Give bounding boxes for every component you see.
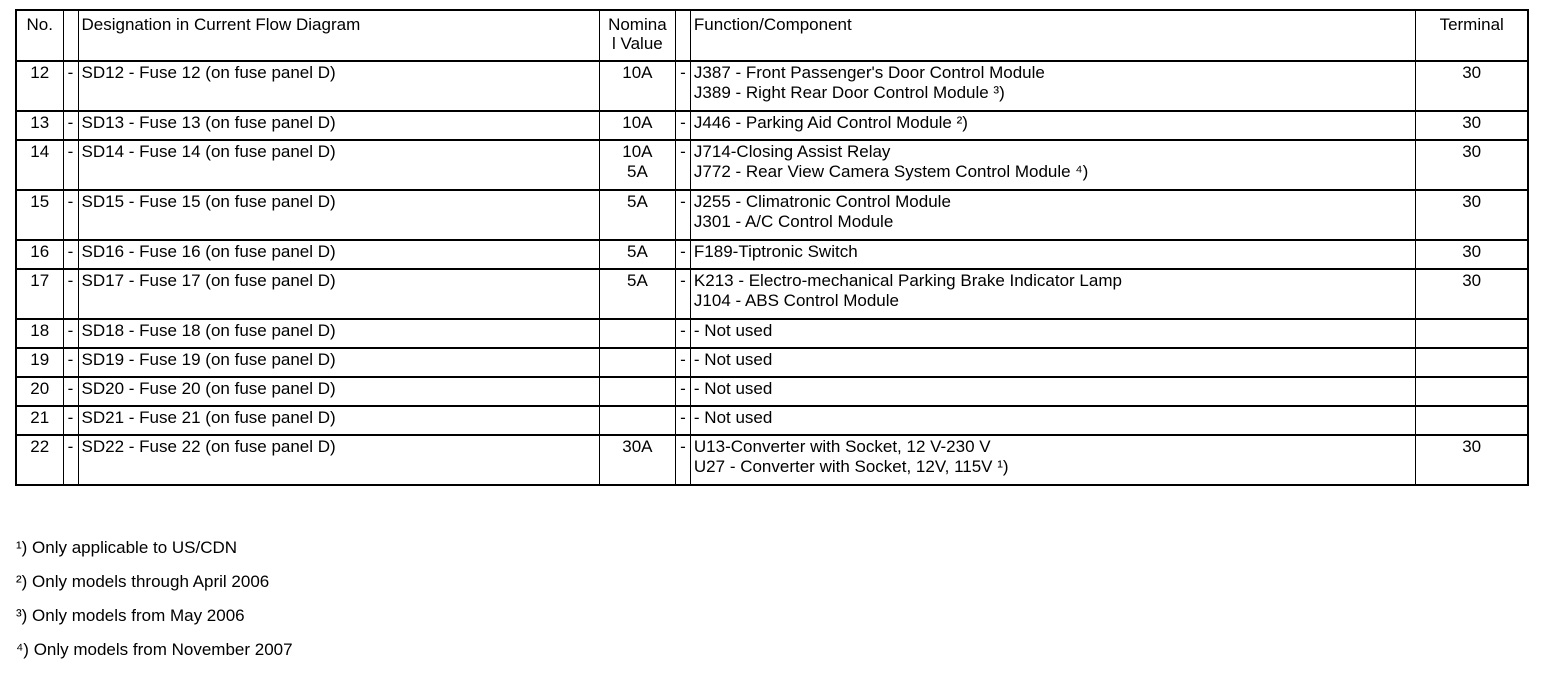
nominal-value [599,140,675,190]
nominal-value-line: 30A [622,437,653,456]
dash-cell [63,435,78,485]
footnote-2: ²) Only models through April 2006 [16,572,270,591]
nominal-value [599,406,675,435]
dash-cell [675,111,690,140]
header-nominal-value-line1: Nomina [608,15,667,34]
dash-mark: - [67,271,74,290]
dash-mark: - [67,192,74,211]
dash-mark: - [680,192,686,211]
fuse-designation: SD12 - Fuse 12 (on fuse panel D) [78,61,599,111]
function-line: J387 - Front Passenger's Door Control Module [693,63,1045,82]
dash-cell [675,61,690,111]
dash-cell [63,377,78,406]
dash-cell [63,111,78,140]
table-row [16,190,1528,240]
function-component [690,319,1415,348]
fuse-table [15,9,1529,486]
table-header [16,10,1528,61]
terminal: 30 [1416,111,1528,140]
table-row [16,61,1528,111]
nominal-value-line: 5A [626,192,648,211]
function-line: - Not used [693,321,773,340]
terminal: 30 [1416,240,1528,269]
function-line: J446 - Parking Aid Control Module ²) [693,113,968,132]
footnote-3: ³) Only models from May 2006 [16,606,245,625]
dash-cell [675,348,690,377]
dash-cell [63,269,78,319]
dash-cell [675,269,690,319]
nominal-value [599,111,675,140]
dash-mark: - [680,63,686,82]
function-component [690,348,1415,377]
footnote-4: ⁴) Only models from November 2007 [16,640,293,659]
table-body [16,61,1528,485]
nominal-value [599,435,675,485]
fuse-designation: SD17 - Fuse 17 (on fuse panel D) [78,269,599,319]
fuse-number: 15 [16,190,63,240]
function-line: J714-Closing Assist Relay [693,142,891,161]
dash-mark: - [67,113,74,132]
terminal: 30 [1416,190,1528,240]
fuse-designation: SD14 - Fuse 14 (on fuse panel D) [78,140,599,190]
terminal [1416,377,1528,406]
function-component [690,111,1415,140]
header-dash-col-2 [675,10,690,61]
nominal-value [599,61,675,111]
function-component [690,190,1415,240]
nominal-value-line: 10A [622,113,653,132]
dash-cell [63,348,78,377]
dash-mark: - [67,437,74,456]
function-line: J301 - A/C Control Module [693,212,894,231]
dash-mark: - [67,242,74,261]
fuse-number: 19 [16,348,63,377]
header-nominal-value [599,10,675,61]
dash-mark: - [680,437,686,456]
dash-cell [675,406,690,435]
dash-mark: - [680,242,686,261]
function-line: K213 - Electro-mechanical Parking Brake Indicator Lamp [693,271,1122,290]
fuse-number: 16 [16,240,63,269]
dash-cell [675,240,690,269]
function-component [690,140,1415,190]
table-row [16,348,1528,377]
header-nominal-value-line2: l Value [612,34,663,53]
fuse-designation: SD22 - Fuse 22 (on fuse panel D) [78,435,599,485]
function-line: J389 - Right Rear Door Control Module ³) [693,83,1005,102]
function-component [690,61,1415,111]
dash-mark: - [680,142,686,161]
terminal: 30 [1416,269,1528,319]
function-line: U13-Converter with Socket, 12 V-230 V [693,437,991,456]
dash-mark: - [680,321,686,340]
dash-cell [63,406,78,435]
function-component [690,269,1415,319]
fuse-number: 22 [16,435,63,485]
header-terminal: Terminal [1416,10,1528,61]
table-row [16,319,1528,348]
dash-mark: - [67,142,74,161]
function-component [690,240,1415,269]
nominal-value-line: 10A [622,63,653,82]
fuse-designation: SD21 - Fuse 21 (on fuse panel D) [78,406,599,435]
nominal-value [599,240,675,269]
fuse-number: 14 [16,140,63,190]
dash-mark: - [680,379,686,398]
nominal-value-line: 10A [622,142,653,161]
dash-mark: - [680,408,686,427]
function-component [690,435,1415,485]
table-row [16,111,1528,140]
dash-mark: - [67,379,74,398]
nominal-value-line: 5A [626,242,648,261]
fuse-number: 17 [16,269,63,319]
fuse-designation: SD16 - Fuse 16 (on fuse panel D) [78,240,599,269]
terminal [1416,406,1528,435]
function-line: J104 - ABS Control Module [693,291,899,310]
nominal-value [599,190,675,240]
table-row [16,240,1528,269]
terminal: 30 [1416,61,1528,111]
fuse-designation: SD15 - Fuse 15 (on fuse panel D) [78,190,599,240]
terminal: 30 [1416,435,1528,485]
table-row [16,377,1528,406]
nominal-value [599,348,675,377]
dash-mark: - [680,350,686,369]
function-line: F189-Tiptronic Switch [693,242,858,261]
footnotes [16,537,293,673]
table-row [16,269,1528,319]
function-component [690,406,1415,435]
dash-cell [63,319,78,348]
dash-cell [63,61,78,111]
dash-cell [63,240,78,269]
dash-mark: - [680,271,686,290]
fuse-number: 21 [16,406,63,435]
dash-mark: - [67,321,74,340]
dash-cell [675,435,690,485]
function-line: J772 - Rear View Camera System Control Module ⁴) [693,162,1089,181]
table-row [16,435,1528,485]
nominal-value [599,377,675,406]
nominal-value-line: 5A [626,271,648,290]
dash-cell [63,190,78,240]
dash-cell [675,377,690,406]
fuse-number: 18 [16,319,63,348]
dash-mark: - [680,113,686,132]
table-row [16,140,1528,190]
fuse-number: 13 [16,111,63,140]
dash-mark: - [67,63,74,82]
function-line: - Not used [693,350,773,369]
header-dash-col [63,10,78,61]
dash-cell [675,140,690,190]
function-line: - Not used [693,379,773,398]
table-row [16,406,1528,435]
fuse-number: 20 [16,377,63,406]
fuse-designation: SD20 - Fuse 20 (on fuse panel D) [78,377,599,406]
function-component [690,377,1415,406]
function-line: - Not used [693,408,773,427]
dash-mark: - [67,408,74,427]
nominal-value [599,269,675,319]
terminal [1416,348,1528,377]
terminal: 30 [1416,140,1528,190]
fuse-designation: SD18 - Fuse 18 (on fuse panel D) [78,319,599,348]
nominal-value-line: 5A [626,162,648,181]
dash-cell [675,319,690,348]
terminal [1416,319,1528,348]
header-function-component: Function/Component [690,10,1415,61]
header-no: No. [16,10,63,61]
nominal-value [599,319,675,348]
fuse-number: 12 [16,61,63,111]
dash-cell [63,140,78,190]
fuse-designation: SD13 - Fuse 13 (on fuse panel D) [78,111,599,140]
header-designation: Designation in Current Flow Diagram [78,10,599,61]
dash-cell [675,190,690,240]
footnote-1: ¹) Only applicable to US/CDN [16,538,238,557]
function-line: J255 - Climatronic Control Module [693,192,951,211]
dash-mark: - [67,350,74,369]
fuse-designation: SD19 - Fuse 19 (on fuse panel D) [78,348,599,377]
header-row [16,10,1528,61]
function-line: U27 - Converter with Socket, 12V, 115V ¹) [693,457,1009,476]
